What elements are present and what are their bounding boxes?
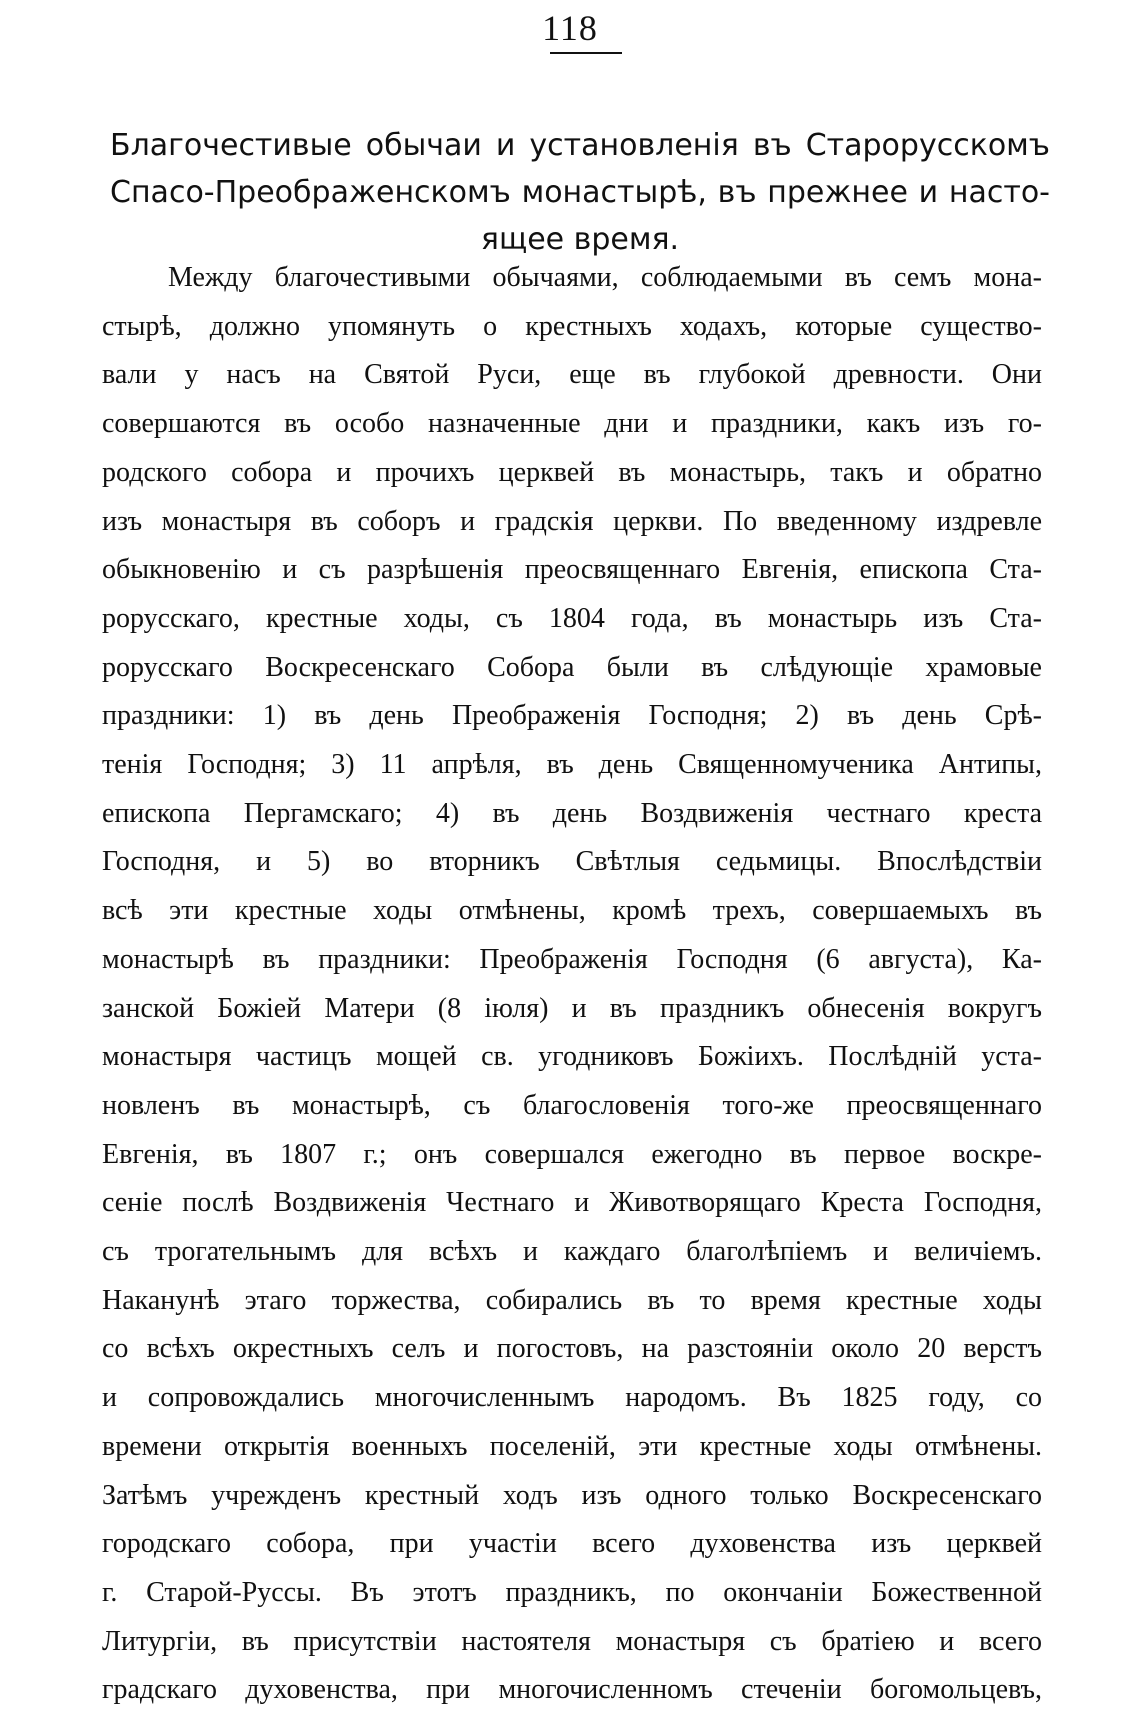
body-line: Господня, и 5) во вторникъ Свѣтлыя седьмицы. Впослѣдствіи	[102, 846, 1042, 878]
heading-line: Благочестивые обычаи и установленія въ Старорусскомъ	[110, 128, 1050, 163]
body-line: съ трогательнымъ для всѣхъ и каждаго благолѣпіемъ и величіемъ.	[102, 1236, 1042, 1268]
page-number: 118	[542, 8, 598, 48]
body-line: Наканунѣ этаго торжества, собирались въ то время крестные ходы	[102, 1284, 1042, 1316]
body-line: занской Божіей Матери (8 іюля) и въ праздникъ обнесенія вокругъ	[102, 992, 1042, 1024]
body-line: Литургіи, въ присутствіи настоятеля монастыря съ братіею и всего	[102, 1625, 1042, 1657]
body-line: вали у насъ на Святой Руси, еще въ глубокой древности. Они	[102, 359, 1042, 391]
body-line: со всѣхъ окрестныхъ селъ и погостовъ, на разстояніи около 20 верстъ	[102, 1333, 1042, 1365]
body-paragraph	[102, 254, 1042, 1715]
heading-line: ящее время.	[480, 222, 680, 257]
body-line: Евгенія, въ 1807 г.; онъ совершался ежегодно въ первое воскре-	[102, 1138, 1042, 1170]
body-line: Между благочестивыми обычаями, соблюдаемыми въ семъ мона-	[168, 262, 1042, 293]
body-line: совершаются въ особо назначенные дни и праздники, какъ изъ го-	[102, 408, 1042, 440]
body-line: монастырѣ въ праздники: Преображенія Господня (6 августа), Ка-	[102, 943, 1042, 975]
body-line: времени открытія военныхъ поселеній, эти крестные ходы отмѣнены.	[102, 1430, 1042, 1462]
body-line: монастыря частицъ мощей св. угодниковъ Божіихъ. Послѣдній уста-	[102, 1041, 1042, 1073]
body-line: городскаго собора, при участіи всего духовенства изъ церквей	[102, 1528, 1042, 1560]
body-line: епископа Пергамскаго; 4) въ день Воздвиженія честнаго креста	[102, 797, 1042, 829]
body-line: г. Старой-Руссы. Въ этотъ праздникъ, по окончаніи Божественной	[102, 1576, 1042, 1608]
body-line: всѣ эти крестные ходы отмѣнены, кромѣ трехъ, совершаемыхъ въ	[102, 895, 1042, 927]
body-line: сеніе послѣ Воздвиженія Честнаго и Животворящаго Креста Господня,	[102, 1187, 1042, 1219]
body-line: Затѣмъ учрежденъ крестный ходъ изъ одного только Воскресенскаго	[102, 1479, 1042, 1511]
page-number-underline	[550, 52, 622, 54]
body-line: новленъ въ монастырѣ, съ благословенія того-же преосвященнаго	[102, 1089, 1042, 1121]
body-line: изъ монастыря въ соборъ и градскія церкви. По введенному издревле	[102, 505, 1042, 537]
body-line: градскаго духовенства, при многочисленномъ стеченіи богомольцевъ,	[102, 1674, 1042, 1706]
body-line: праздники: 1) въ день Преображенія Господня; 2) въ день Срѣ-	[102, 700, 1042, 732]
body-line: обыкновенію и съ разрѣшенія преосвященнаго Евгенія, епископа Ста-	[102, 554, 1042, 586]
heading-line: Спасо-Преображенскомъ монастырѣ, въ прежнее и насто-	[110, 175, 1050, 210]
body-line: тенія Господня; 3) 11 апрѣля, въ день Священномученика Антипы,	[102, 749, 1042, 781]
chapter-heading	[110, 122, 1050, 263]
body-line: родского собора и прочихъ церквей въ монастырь, такъ и обратно	[102, 456, 1042, 488]
body-line: и сопровождались многочисленнымъ народомъ. Въ 1825 году, со	[102, 1382, 1042, 1414]
body-line: рорусскаго, крестные ходы, съ 1804 года, въ монастырь изъ Ста-	[102, 602, 1042, 634]
body-line: рорусскаго Воскресенскаго Собора были въ слѣдующіе храмовые	[102, 651, 1042, 683]
body-line: стырѣ, должно упомянуть о крестныхъ ходахъ, которые существо-	[102, 310, 1042, 342]
